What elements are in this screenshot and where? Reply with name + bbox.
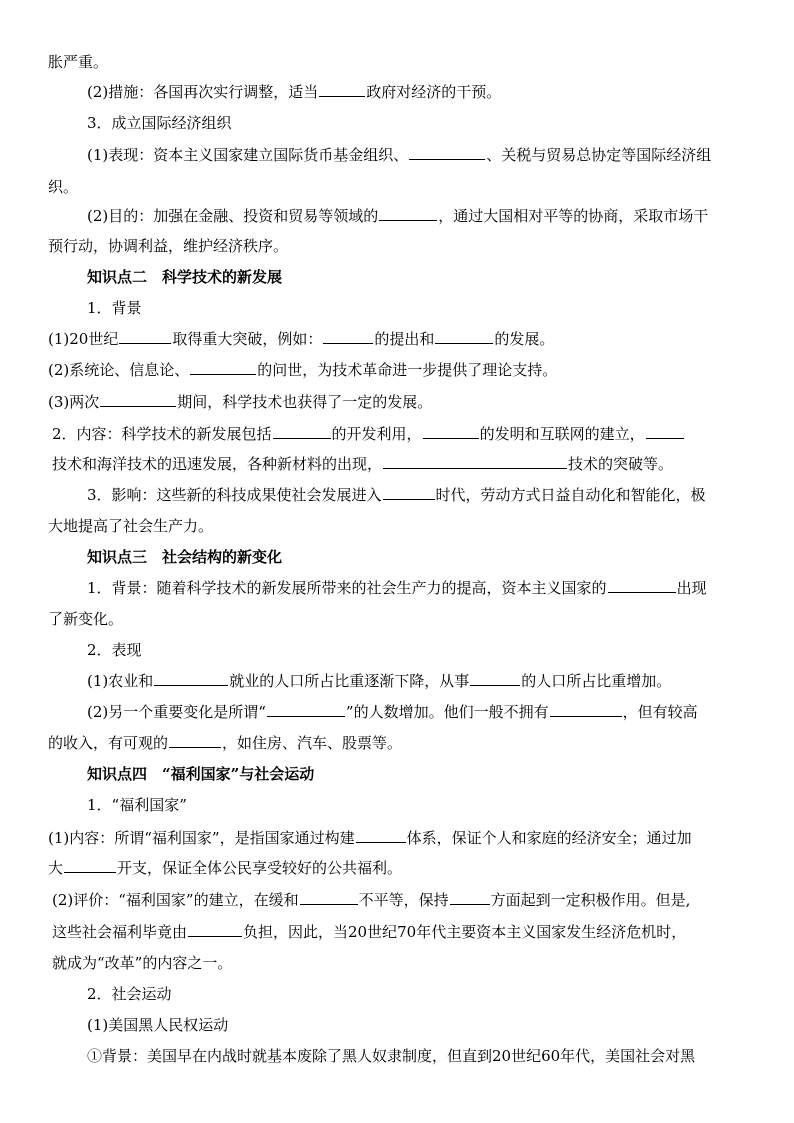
text-line: (2)评价：“福利国家”的建立，在缓和 不平等，保持 方面起到一定积极作用。但是, <box>52 891 691 909</box>
text-line: (2)目的：加强在金融、投资和贸易等领域的 ，通过大国相对平等的协商，采取市场干 <box>87 207 709 225</box>
section-heading: 1．背景 <box>87 299 142 317</box>
fill-in-blank <box>383 485 435 500</box>
fill-in-blank <box>300 890 358 905</box>
fill-in-blank <box>100 392 176 407</box>
text-line: 这些社会福利毕竟由 负担，因此，当20世纪70年代主要资本主义国家发生经济危机时， <box>52 923 687 941</box>
fill-in-blank <box>423 424 479 439</box>
text-line: (1)美国黑人民权运动 <box>87 1016 229 1034</box>
knowledge-point-heading: 知识点三 社会结构的新变化 <box>87 548 283 566</box>
text-line: 的收入，有可观的 ，如住房、汽车、股票等。 <box>48 734 403 752</box>
fill-in-blank <box>190 360 256 375</box>
section-heading: 2．社会运动 <box>87 985 172 1003</box>
fill-in-blank <box>646 424 684 439</box>
text-line: (3)两次 期间，科学技术也获得了一定的发展。 <box>48 393 433 411</box>
fill-in-blank <box>154 671 228 686</box>
fill-in-blank <box>450 890 490 905</box>
text-line: 织。 <box>48 178 79 196</box>
knowledge-point-heading: 知识点二 科学技术的新发展 <box>87 268 283 286</box>
fill-in-blank <box>188 922 242 937</box>
fill-in-blank <box>379 206 437 221</box>
fill-in-blank <box>64 858 116 873</box>
text-line: 3．影响：这些新的科技成果使社会发展进入 时代，劳动方式日益自动化和智能化，极 <box>87 486 706 504</box>
text-line: (1)20世纪 取得重大突破，例如： 的提出和 的发展。 <box>48 330 555 348</box>
section-heading: 3．成立国际经济组织 <box>87 114 232 132</box>
text-line: 预行动，协调利益，维护经济秩序。 <box>48 237 289 255</box>
text-line: 2．内容：科学技术的新发展包括 的开发利用， 的发明和互联网的建立， <box>52 424 685 444</box>
fill-in-blank <box>550 702 622 717</box>
fill-in-blank <box>273 424 331 439</box>
text-line: 胀严重。 <box>48 53 109 71</box>
text-line: 大 开支，保证全体公民享受较好的公共福利。 <box>48 859 403 877</box>
section-heading: 1．“福利国家” <box>87 796 187 814</box>
text-line: (1)表现：资本主义国家建立国际货币基金组织、 、关税与贸易总协定等国际经济组 <box>87 146 712 164</box>
fill-in-blank <box>323 329 373 344</box>
fill-in-blank <box>608 578 676 593</box>
section-heading: 2．表现 <box>87 641 142 659</box>
text-line: (1)内容：所谓“福利国家”，是指国家通过构建 体系，保证个人和家庭的经济安全；通过加 <box>48 829 692 847</box>
text-line: (2)另一个重要变化是所谓“ ”的人数增加。他们一般不拥有 ，但有较高 <box>87 703 698 721</box>
fill-in-blank <box>409 145 485 160</box>
text-line: 了新变化。 <box>48 610 124 628</box>
fill-in-blank <box>383 454 567 469</box>
text-line: ①背景：美国早在内战时就基本废除了黑人奴隶制度，但直到20世纪60年代，美国社会对黑 <box>87 1047 696 1065</box>
fill-in-blank <box>319 82 365 97</box>
fill-in-blank <box>267 702 345 717</box>
fill-in-blank <box>119 329 171 344</box>
text-line: 技术和海洋技术的迅速发展，各种新材料的出现， 技术的突破等。 <box>52 455 674 473</box>
text-line: (2)系统论、信息论、 的问世，为技术革命进一步提供了理论支持。 <box>48 361 558 379</box>
fill-in-blank <box>356 828 406 843</box>
fill-in-blank <box>435 329 493 344</box>
text-line: (1)农业和 就业的人口所占比重逐渐下降，从事 的人口所占比重增加。 <box>87 672 672 690</box>
text-line: 就成为“改革”的内容之一。 <box>52 954 233 972</box>
text-line: 1．背景：随着科学技术的新发展所带来的社会生产力的提高，资本主义国家的 出现 <box>87 579 707 597</box>
knowledge-point-heading: 知识点四 “福利国家”与社会运动 <box>87 765 315 783</box>
fill-in-blank <box>169 733 221 748</box>
text-line: (2)措施：各国再次实行调整，适当 政府对经济的干预。 <box>87 83 502 101</box>
text-line: 大地提高了社会生产力。 <box>48 517 214 535</box>
fill-in-blank <box>470 671 520 686</box>
